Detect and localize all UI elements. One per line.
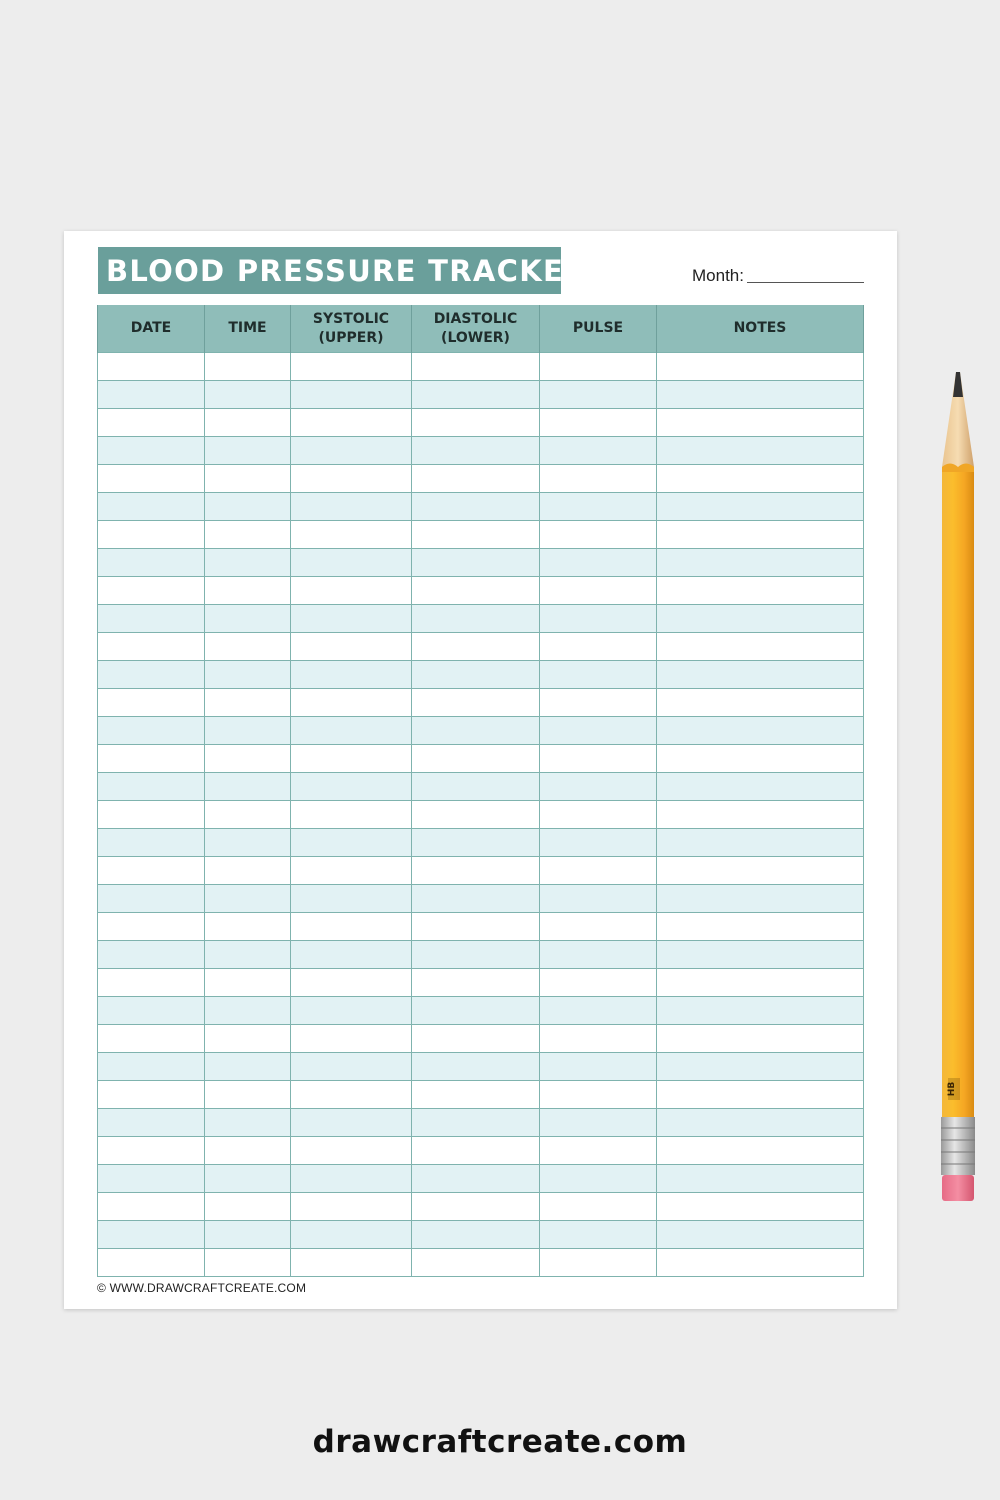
pencil-grade-label: HB <box>947 1081 957 1097</box>
table-cell <box>291 829 412 857</box>
table-cell <box>291 997 412 1025</box>
table-cell <box>412 885 540 913</box>
table-cell <box>205 773 291 801</box>
column-header-date: DATE <box>98 305 205 353</box>
table-cell <box>540 745 657 773</box>
table-cell <box>205 437 291 465</box>
table-cell <box>291 801 412 829</box>
table-cell <box>98 633 205 661</box>
table-cell <box>205 549 291 577</box>
table-cell <box>291 885 412 913</box>
table-cell <box>540 1053 657 1081</box>
table-row <box>98 549 864 577</box>
pencil-icon <box>934 372 982 1208</box>
table-cell <box>205 941 291 969</box>
table-cell <box>291 409 412 437</box>
table-cell <box>657 913 864 941</box>
table-cell <box>540 577 657 605</box>
table-cell <box>412 1193 540 1221</box>
table-cell <box>291 969 412 997</box>
table-cell <box>657 745 864 773</box>
table-cell <box>540 1137 657 1165</box>
table-cell <box>98 661 205 689</box>
table-cell <box>657 689 864 717</box>
table-cell <box>540 689 657 717</box>
table-cell <box>657 661 864 689</box>
table-cell <box>291 465 412 493</box>
table-cell <box>291 857 412 885</box>
table-cell <box>412 661 540 689</box>
table-row <box>98 745 864 773</box>
table-cell <box>657 857 864 885</box>
table-cell <box>205 493 291 521</box>
table-cell <box>291 353 412 381</box>
table-row <box>98 913 864 941</box>
table-cell <box>540 465 657 493</box>
table-cell <box>291 521 412 549</box>
table-row <box>98 1249 864 1277</box>
table-cell <box>412 857 540 885</box>
table-cell <box>540 549 657 577</box>
table-row <box>98 857 864 885</box>
table-cell <box>98 1137 205 1165</box>
table-cell <box>205 829 291 857</box>
table-cell <box>205 633 291 661</box>
table-cell <box>657 1165 864 1193</box>
table-cell <box>540 1221 657 1249</box>
table-cell <box>540 773 657 801</box>
month-label: Month: <box>692 266 744 285</box>
table-cell <box>657 465 864 493</box>
tracker-table-wrapper <box>97 305 863 1277</box>
table-cell <box>412 941 540 969</box>
table-cell <box>540 437 657 465</box>
table-row <box>98 801 864 829</box>
table-cell <box>205 605 291 633</box>
table-cell <box>540 633 657 661</box>
table-cell <box>98 1109 205 1137</box>
table-cell <box>540 1081 657 1109</box>
table-cell <box>98 829 205 857</box>
table-row <box>98 605 864 633</box>
table-row <box>98 353 864 381</box>
table-cell <box>540 353 657 381</box>
table-cell <box>657 633 864 661</box>
table-row <box>98 633 864 661</box>
table-cell <box>657 1137 864 1165</box>
table-cell <box>98 997 205 1025</box>
table-row <box>98 437 864 465</box>
table-cell <box>412 1025 540 1053</box>
table-cell <box>412 969 540 997</box>
table-cell <box>291 661 412 689</box>
table-cell <box>291 1249 412 1277</box>
table-cell <box>540 1249 657 1277</box>
table-cell <box>412 1053 540 1081</box>
table-cell <box>657 493 864 521</box>
table-row <box>98 465 864 493</box>
table-row <box>98 773 864 801</box>
table-cell <box>205 353 291 381</box>
table-cell <box>291 1109 412 1137</box>
table-cell <box>291 605 412 633</box>
table-cell <box>657 549 864 577</box>
table-cell <box>657 1081 864 1109</box>
table-cell <box>205 801 291 829</box>
table-cell <box>540 941 657 969</box>
table-cell <box>412 801 540 829</box>
table-cell <box>540 493 657 521</box>
table-cell <box>205 1053 291 1081</box>
table-cell <box>98 773 205 801</box>
table-cell <box>657 941 864 969</box>
table-cell <box>412 521 540 549</box>
table-cell <box>412 633 540 661</box>
table-cell <box>291 633 412 661</box>
table-cell <box>205 1165 291 1193</box>
table-cell <box>98 745 205 773</box>
table-cell <box>205 969 291 997</box>
table-cell <box>540 717 657 745</box>
table-cell <box>205 577 291 605</box>
table-cell <box>291 1193 412 1221</box>
table-cell <box>412 717 540 745</box>
table-row <box>98 521 864 549</box>
table-cell <box>291 1221 412 1249</box>
table-cell <box>657 1109 864 1137</box>
table-cell <box>205 1193 291 1221</box>
table-cell <box>540 521 657 549</box>
table-cell <box>412 493 540 521</box>
table-row <box>98 409 864 437</box>
table-cell <box>657 717 864 745</box>
table-cell <box>98 465 205 493</box>
table-cell <box>412 381 540 409</box>
table-cell <box>412 745 540 773</box>
table-cell <box>291 549 412 577</box>
table-cell <box>657 437 864 465</box>
table-cell <box>98 1025 205 1053</box>
table-cell <box>412 1165 540 1193</box>
table-cell <box>205 1221 291 1249</box>
table-cell <box>291 689 412 717</box>
table-row <box>98 689 864 717</box>
table-row <box>98 1193 864 1221</box>
table-cell <box>205 1025 291 1053</box>
table-row <box>98 1025 864 1053</box>
table-row <box>98 717 864 745</box>
table-cell <box>412 409 540 437</box>
table-cell <box>291 1165 412 1193</box>
table-cell <box>98 1221 205 1249</box>
table-cell <box>412 913 540 941</box>
table-cell <box>540 857 657 885</box>
table-cell <box>540 381 657 409</box>
table-cell <box>98 1249 205 1277</box>
table-cell <box>540 885 657 913</box>
column-header-time: TIME <box>205 305 291 353</box>
table-cell <box>657 1193 864 1221</box>
table-cell <box>98 549 205 577</box>
table-cell <box>98 493 205 521</box>
table-row <box>98 493 864 521</box>
table-cell <box>412 1109 540 1137</box>
column-header-notes: NOTES <box>657 305 864 353</box>
table-row <box>98 661 864 689</box>
table-cell <box>540 829 657 857</box>
table-cell <box>98 689 205 717</box>
table-cell <box>291 1053 412 1081</box>
column-header-pulse: PULSE <box>540 305 657 353</box>
tracker-sheet <box>64 231 897 1309</box>
table-row <box>98 1137 864 1165</box>
column-header-diastolic: DIASTOLIC (LOWER) <box>412 305 540 353</box>
table-header-row <box>98 305 864 353</box>
table-row <box>98 1221 864 1249</box>
table-cell <box>98 381 205 409</box>
table-row <box>98 941 864 969</box>
table-cell <box>205 521 291 549</box>
table-cell <box>98 577 205 605</box>
table-cell <box>540 913 657 941</box>
table-cell <box>412 829 540 857</box>
table-cell <box>540 801 657 829</box>
table-cell <box>98 437 205 465</box>
table-cell <box>412 465 540 493</box>
table-cell <box>540 661 657 689</box>
table-cell <box>657 381 864 409</box>
table-cell <box>657 409 864 437</box>
table-cell <box>657 885 864 913</box>
footer-brand: drawcraftcreate.com <box>312 1424 688 1460</box>
table-cell <box>657 1249 864 1277</box>
table-cell <box>540 1193 657 1221</box>
table-row <box>98 1109 864 1137</box>
table-cell <box>98 409 205 437</box>
table-cell <box>412 577 540 605</box>
table-cell <box>98 605 205 633</box>
table-cell <box>657 577 864 605</box>
table-cell <box>412 437 540 465</box>
table-cell <box>412 605 540 633</box>
table-cell <box>412 1081 540 1109</box>
table-row <box>98 577 864 605</box>
table-cell <box>412 1137 540 1165</box>
table-cell <box>291 577 412 605</box>
table-cell <box>540 605 657 633</box>
table-row <box>98 885 864 913</box>
table-cell <box>205 913 291 941</box>
table-cell <box>205 1249 291 1277</box>
table-cell <box>205 661 291 689</box>
table-cell <box>540 969 657 997</box>
table-cell <box>657 773 864 801</box>
tracker-table-body <box>98 353 864 1277</box>
table-cell <box>205 885 291 913</box>
table-cell <box>205 1109 291 1137</box>
table-cell <box>291 1081 412 1109</box>
table-cell <box>205 465 291 493</box>
copyright-text: © WWW.DRAWCRAFTCREATE.COM <box>97 1281 307 1295</box>
table-row <box>98 381 864 409</box>
table-cell <box>412 773 540 801</box>
table-cell <box>205 857 291 885</box>
table-cell <box>540 409 657 437</box>
table-cell <box>98 885 205 913</box>
table-cell <box>540 1165 657 1193</box>
table-row <box>98 969 864 997</box>
table-row <box>98 997 864 1025</box>
table-cell <box>205 745 291 773</box>
table-cell <box>412 549 540 577</box>
table-cell <box>657 1221 864 1249</box>
table-cell <box>98 913 205 941</box>
table-cell <box>540 997 657 1025</box>
tracker-table <box>97 305 864 1277</box>
table-cell <box>98 857 205 885</box>
table-cell <box>412 353 540 381</box>
table-cell <box>291 1025 412 1053</box>
table-cell <box>657 521 864 549</box>
table-cell <box>205 689 291 717</box>
table-cell <box>291 437 412 465</box>
table-cell <box>98 1053 205 1081</box>
table-cell <box>657 829 864 857</box>
table-cell <box>291 717 412 745</box>
table-cell <box>98 353 205 381</box>
table-row <box>98 1165 864 1193</box>
table-cell <box>98 717 205 745</box>
table-cell <box>98 521 205 549</box>
table-cell <box>412 997 540 1025</box>
table-cell <box>657 353 864 381</box>
table-cell <box>205 997 291 1025</box>
table-cell <box>657 801 864 829</box>
table-cell <box>98 1165 205 1193</box>
table-cell <box>412 1221 540 1249</box>
table-cell <box>98 1193 205 1221</box>
table-cell <box>291 913 412 941</box>
table-cell <box>291 381 412 409</box>
table-cell <box>657 1053 864 1081</box>
table-row <box>98 1053 864 1081</box>
table-cell <box>205 717 291 745</box>
table-cell <box>98 1081 205 1109</box>
table-cell <box>412 689 540 717</box>
table-cell <box>291 773 412 801</box>
table-cell <box>657 997 864 1025</box>
table-cell <box>540 1109 657 1137</box>
table-cell <box>291 745 412 773</box>
table-cell <box>412 1249 540 1277</box>
table-cell <box>657 969 864 997</box>
table-cell <box>205 1137 291 1165</box>
table-cell <box>657 1025 864 1053</box>
table-cell <box>291 1137 412 1165</box>
table-cell <box>205 409 291 437</box>
table-cell <box>98 969 205 997</box>
table-cell <box>205 381 291 409</box>
table-row <box>98 829 864 857</box>
table-cell <box>291 941 412 969</box>
tracker-title: BLOOD PRESSURE TRACKER <box>98 247 561 294</box>
table-row <box>98 1081 864 1109</box>
column-header-systolic: SYSTOLIC (UPPER) <box>291 305 412 353</box>
table-cell <box>657 605 864 633</box>
month-field <box>692 264 864 286</box>
table-cell <box>98 801 205 829</box>
table-cell <box>205 1081 291 1109</box>
table-cell <box>540 1025 657 1053</box>
table-cell <box>98 941 205 969</box>
table-cell <box>291 493 412 521</box>
month-blank-line <box>747 281 864 283</box>
